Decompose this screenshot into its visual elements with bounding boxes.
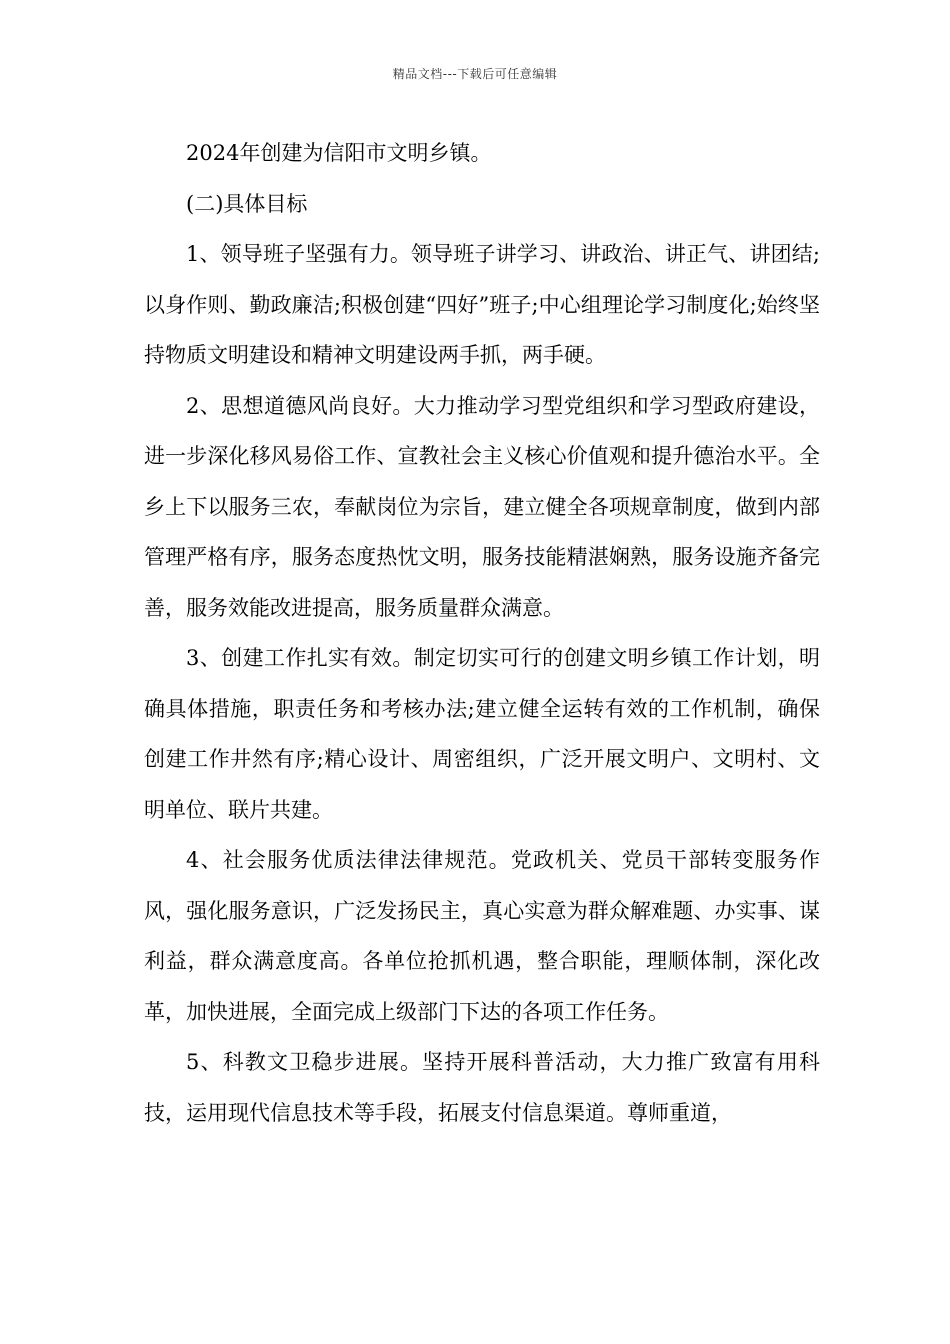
paragraph-goal-1: 1、领导班子坚强有力。领导班子讲学习、讲政治、讲正气、讲团结;以身作则、勤政廉洁;积极创建“四好”班子;中心组理论学习制度化;始终坚持物质文明建设和精神文明建设两手抓，两手硬。 — [144, 242, 820, 367]
paragraph-goal-5: 5、科教文卫稳步进展。坚持开展科普活动，大力推广致富有用科技，运用现代信息技术等手段，拓展支付信息渠道。尊师重道， — [144, 1050, 820, 1125]
page-header: 精品文档---下载后可任意编辑 — [392, 67, 558, 81]
paragraph-goal-4: 4、社会服务优质法律法律规范。党政机关、党员干部转变服务作风，强化服务意识，广泛发扬民主，真心实意为群众解难题、办实事、谋利益，群众满意度高。各单位抢抓机遇，整合职能，理顺体制，深化改革，加快进展，全面完成上级部门下达的各项工作任务。 — [144, 848, 820, 1024]
document-body — [144, 128, 820, 1138]
section-heading: (二)具体目标 — [186, 191, 308, 216]
paragraph-goal-3: 3、创建工作扎实有效。制定切实可行的创建文明乡镇工作计划，明确具体措施，职责任务和考核办法;建立健全运转有效的工作机制，确保创建工作井然有序;精心设计、周密组织，广泛开展文明户、文明村、文明单位、联片共建。 — [144, 646, 820, 822]
paragraph-goal-2: 2、思想道德风尚良好。大力推动学习型党组织和学习型政府建设，进一步深化移风易俗工作、宣教社会主义核心价值观和提升德治水平。全乡上下以服务三农，奉献岗位为宗旨，建立健全各项规章制度，做到内部管理严格有序，服务态度热忱文明，服务技能精湛娴熟，服务设施齐备完善，服务效能改进提高，服务质量群众满意。 — [144, 393, 820, 620]
paragraph-intro: 2024年创建为信阳市文明乡镇。 — [186, 141, 492, 165]
